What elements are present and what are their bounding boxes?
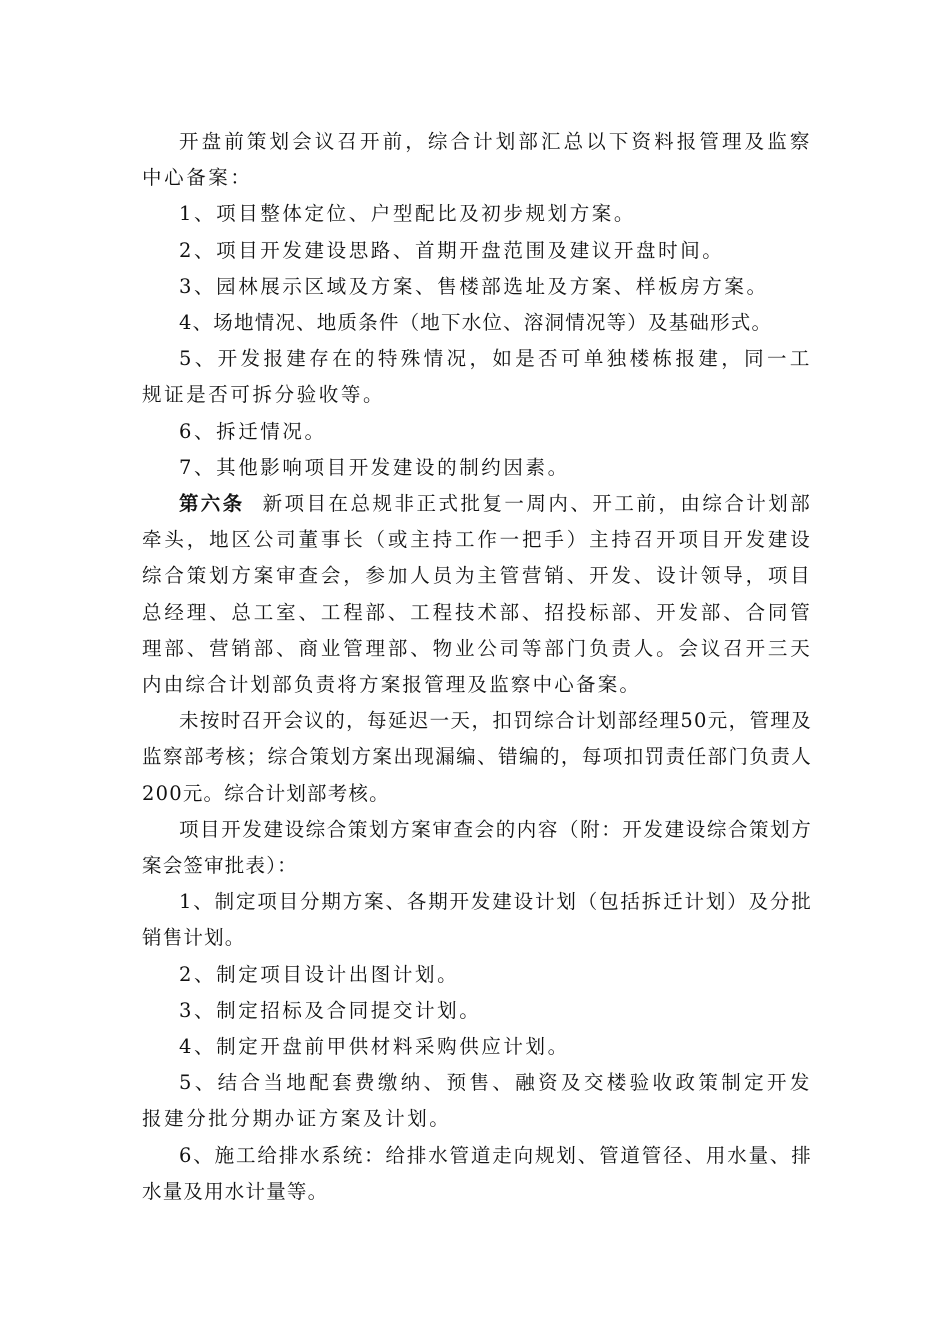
article-paragraph: [142, 486, 812, 703]
list-item: 2、项目开发建设思路、首期开盘范围及建议开盘时间。: [179, 238, 725, 262]
list-item: 2、制定项目设计出图计划。: [179, 962, 460, 986]
list-item: 5、结合当地配套费缴纳、预售、融资及交楼验收政策制定开发报建分批分期办证方案及计划。: [142, 1071, 812, 1131]
list-item: 5、开发报建存在的特殊情况，如是否可单独楼栋报建，同一工规证是否可拆分验收等。: [142, 347, 812, 407]
article-text: 新项目在总规非正式批复一周内、开工前，由综合计划部牵头，地区公司董事长（或主持工作一把手）主持召开项目开发建设综合策划方案审查会，参加人员为主管营销、开发、设计领导，项目总经理、总工室、工程部、工程技术部、招投标部、开发部、合同管理部、营销部、商业管理部、物业公司等部门负责人。会议召开三天内由综合计划部负责将方案报管理及监察中心备案。: [142, 492, 812, 697]
list-item: 1、项目整体定位、户型配比及初步规划方案。: [179, 202, 637, 226]
penalty-paragraph: 未按时召开会议的，每延迟一天，扣罚综合计划部经理50元，管理及监察部考核；综合策划方案出现漏编、错编的，每项扣罚责任部门负责人200元。综合计划部考核。: [142, 709, 812, 805]
list-item: 4、场地情况、地质条件（地下水位、溶洞情况等）及基础形式。: [179, 311, 773, 335]
list-item: 3、园林展示区域及方案、售楼部选址及方案、样板房方案。: [179, 274, 769, 298]
list-item: 6、拆迁情况。: [179, 419, 327, 443]
list-item: 1、制定项目分期方案、各期开发建设计划（包括拆迁计划）及分批销售计划。: [142, 890, 812, 950]
list-item: 3、制定招标及合同提交计划。: [179, 998, 482, 1022]
meeting-content-intro: 项目开发建设综合策划方案审查会的内容（附：开发建设综合策划方案会签审批表）：: [142, 817, 812, 878]
intro-paragraph: 开盘前策划会议召开前，综合计划部汇总以下资料报管理及监察中心备案：: [142, 130, 812, 190]
list-item: 4、制定开盘前甲供材料采购供应计划。: [179, 1035, 570, 1059]
list-item: 6、施工给排水系统：给排水管道走向规划、管道管径、用水量、排水量及用水计量等。: [142, 1143, 812, 1203]
article-heading: 第六条: [179, 492, 245, 516]
document-body: [142, 124, 812, 1210]
list-item: 7、其他影响项目开发建设的制约因素。: [179, 455, 570, 479]
